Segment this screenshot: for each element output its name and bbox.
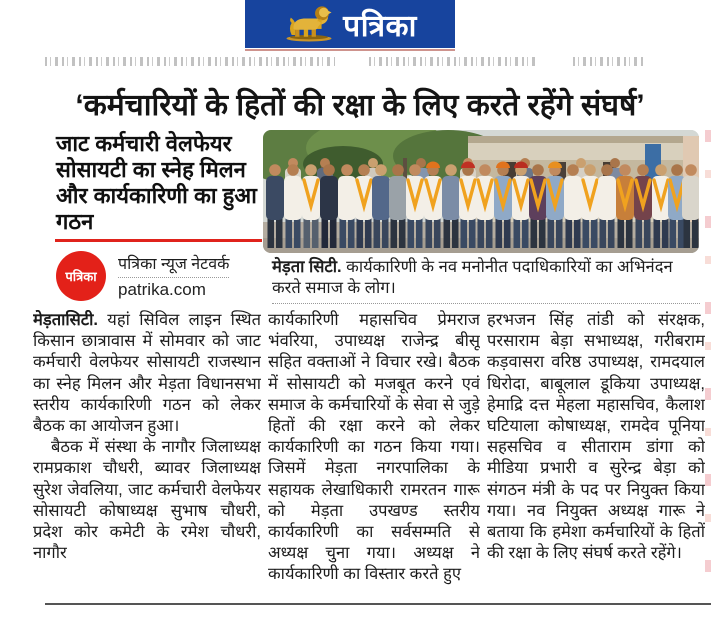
article-body <box>0 310 711 587</box>
article-headline: ‘कर्मचारियों के हितों की रक्षा के लिए करते रहेंगे संघर्ष’ <box>75 89 645 122</box>
cropped-text-segment <box>573 57 645 66</box>
cropped-text-remnant <box>45 57 645 66</box>
caption-location: मेड़ता सिटी. <box>272 258 342 276</box>
masthead-brand: पत्रिका <box>343 9 417 43</box>
lion-logo-icon <box>283 2 335 47</box>
masthead <box>245 0 455 48</box>
patrika-logo-text: पत्रिका <box>65 269 97 284</box>
body-paragraph: बैठक में संस्था के नागौर जिलाध्यक्ष रामप्रकाश चौधरी, ब्यावर जिलाध्यक्ष सुरेश जेवलिया, जाट कर्मचारी वेलफेयर सोसायटी कोषाध्यक्ष सुभाष चौधरी, प्रदेश कोर कमेटी के रमेश चौधरी, नागौर <box>33 438 261 563</box>
body-column-1 <box>33 310 261 587</box>
news-photo <box>263 130 699 253</box>
body-paragraph: कार्यकारिणी महासचिव प्रेमराज भंवरिया, उपाध्यक्ष राजेन्द्र बीसू सहित वक्ताओं ने विचार रखे। बैठक में सोसायटी को मजबूत करने एवं समाज के कर्मचारियों के सेवा से जुड़े हितों की रक्षा करने को लेकर कार्यकारिणी का गठन किया गया। जिसमें मेड़ता नगरपालिका के सहायक लेखाधिकारी रामरतन गारू को मेड़ता उपखण्ड स्तरीय कार्यकारिणी का सर्वसम्मति से अध्यक्ष चुना गया। अध्यक्ष ने कार्यकारिणी का विस्तार करते हुए <box>268 311 480 584</box>
body-paragraph: हरभजन सिंह तांडी को संरक्षक, परसाराम बेड़ा सभाध्यक्ष, गरीबराम कड़वासरा वरिष्ठ उपाध्यक्ष, रामदयाल धिरोदा, बाबूलाल डूकिया उपाध्यक्ष, हेमाद्रि दत्त मेहला महासचिव, कैलाश घटियाला कोषाध्यक्ष, रामदेव पूनिया सहसचिव व सीताराम डांगा को मीडिया प्रभारी व सुरेन्द्र बेड़ा को संगठन मंत्री के पद पर नियुक्त किया गया। नव नियुक्त अध्यक्ष गारू ने बताया कि हमेशा कर्मचारियों के हितों की रक्षा के लिए संघर्ष करते रहेंगे। <box>487 311 705 563</box>
body-column-2 <box>268 310 480 587</box>
byline-network: पत्रिका न्यूज नेटवर्क <box>118 252 229 278</box>
adjacent-column-remnant <box>705 130 711 598</box>
red-divider-rule <box>55 239 262 242</box>
body-column-3 <box>487 310 705 587</box>
dateline: मेड़तासिटी. <box>33 311 98 329</box>
photo-caption <box>272 257 700 299</box>
byline <box>56 251 262 301</box>
byline-website: patrika.com <box>118 280 206 299</box>
caption-dotted-rule <box>272 303 700 304</box>
bottom-divider-rule <box>45 603 711 605</box>
article-subheadline: जाट कर्मचारी वेलफेयर सोसायटी का स्नेह मिलन और कार्यकारिणी का हुआ गठन <box>56 131 257 234</box>
masthead-underline <box>245 49 455 51</box>
body-paragraph: यहां सिविल लाइन स्थित किसान छात्रावास में सोमवार को जाट कर्मचारी वेलफेयर सोसायटी राजस्थान का स्नेह मिलन और मेड़ता विधानसभा स्तरीय कार्यकारिणी गठन को लेकर बैठक का आयोजन हुआ। <box>33 311 261 436</box>
cropped-text-segment <box>45 57 335 66</box>
byline-text <box>118 252 229 300</box>
news-photo-scene <box>263 130 699 253</box>
cropped-text-segment <box>369 57 539 66</box>
patrika-circle-logo <box>56 251 106 301</box>
caption-text: कार्यकारिणी के नव मनोनीत पदाधिकारियों का अभिनंदन करते समाज के लोग। <box>272 258 673 297</box>
